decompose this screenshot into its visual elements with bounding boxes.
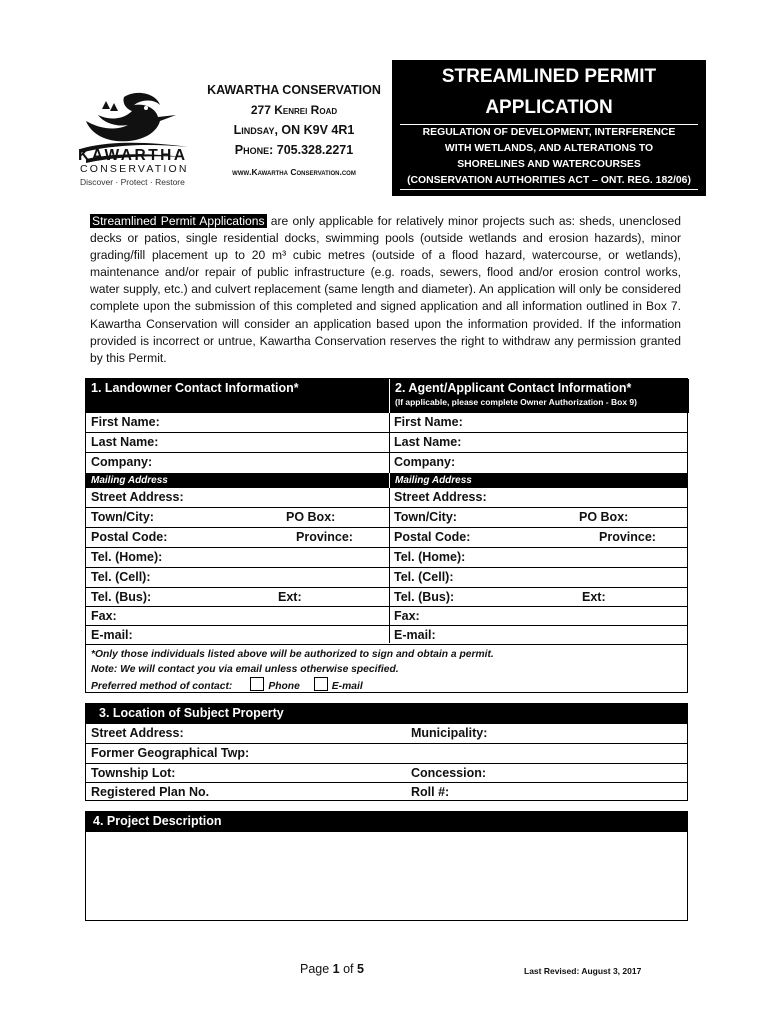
s2-postal-field[interactable]: Postal Code: [394,530,471,544]
s1-pobox-field[interactable]: PO Box: [286,510,336,524]
s1-ext-field[interactable]: Ext: [278,590,302,604]
section4-header [86,812,687,832]
org-phone: Phone: 705.328.2271 [234,143,354,157]
note-authorized: *Only those individuals listed above will be authorized to sign and obtain a permit. [91,649,494,660]
section3-title: 3. Location of Subject Property [99,706,284,720]
contact-info-table [85,378,688,693]
s1-company-field[interactable]: Company: [91,455,153,469]
s2-tel-home-field[interactable]: Tel. (Home): [394,550,466,564]
row-property-street [86,724,687,744]
row-tel-home [86,548,687,568]
org-street: 277 Kenrei Road [250,103,338,117]
s2-fax-field[interactable]: Fax: [394,609,420,623]
phone-checkbox[interactable] [250,677,264,691]
form-subtitle-line1: REGULATION OF DEVELOPMENT, INTERFERENCE [422,127,676,138]
section2-header [389,379,689,413]
s2-company-field[interactable]: Company: [394,455,456,469]
row-mailing-address [86,473,687,488]
location-table [85,703,688,801]
s1-street-field[interactable]: Street Address: [91,490,184,504]
form-title-line2: APPLICATION [485,97,613,118]
s2-pobox-field[interactable]: PO Box: [579,510,629,524]
row-tel-bus [86,588,687,607]
s1-town-field[interactable]: Town/City: [91,510,154,524]
logo-wordmark-sub: CONSERVATION [80,163,189,175]
s2-first-name-field[interactable]: First Name: [394,415,463,429]
note-contact: Note: We will contact you via email unless otherwise specified. [91,664,399,675]
s2-ext-field[interactable]: Ext: [582,590,606,604]
row-street [86,488,687,508]
township-lot-field[interactable]: Township Lot: [91,766,176,780]
s2-town-field[interactable]: Town/City: [394,510,457,524]
s2-street-field[interactable]: Street Address: [394,490,487,504]
section4-title: 4. Project Description [93,814,222,828]
project-description-box [85,811,688,921]
s2-tel-cell-field[interactable]: Tel. (Cell): [394,570,454,584]
form-title-box [392,60,706,196]
section2-subtitle: (If applicable, please complete Owner Authorization - Box 9) [395,397,637,407]
row-postal [86,528,687,548]
row-fax [86,607,687,626]
section2-title: 2. Agent/Applicant Contact Information* [395,381,632,395]
page-current: 1 [332,962,340,976]
form-title-line1: STREAMLINED PERMIT [441,66,657,87]
roll-field[interactable]: Roll #: [411,785,450,799]
registered-plan-field[interactable]: Registered Plan No. [91,785,210,799]
form-subtitle [392,124,706,190]
page-total: 5 [357,962,364,976]
s1-fax-field[interactable]: Fax: [91,609,117,623]
s1-postal-field[interactable]: Postal Code: [91,530,168,544]
former-twp-field[interactable]: Former Geographical Twp: [91,746,250,760]
project-description-input[interactable] [86,832,687,920]
form-subtitle-line3: SHORELINES AND WATERCOURSES [457,159,641,170]
row-registered-plan [86,783,687,801]
org-city: Lindsay, ON K9V 4R1 [233,123,355,137]
row-company [86,453,687,473]
logo-tagline: Discover · Protect · Restore [80,177,185,187]
s2-tel-bus-field[interactable]: Tel. (Bus): [394,590,455,604]
row-former-twp [86,744,687,764]
s1-tel-home-field[interactable]: Tel. (Home): [91,550,163,564]
email-option-label: E-mail [331,681,363,692]
s1-tel-bus-field[interactable]: Tel. (Bus): [91,590,152,604]
s1-email-field[interactable]: E-mail: [91,628,133,642]
org-name: KAWARTHA CONSERVATION [207,83,381,97]
s1-first-name-field[interactable]: First Name: [91,415,160,429]
phone-option-label: Phone [268,681,300,692]
authorization-notes [86,645,691,694]
intro-paragraph [90,213,681,367]
s2-mailing-label: Mailing Address [389,473,688,488]
kawartha-loon-logo [76,68,196,194]
last-revised: Last Revised: August 3, 2017 [524,966,642,976]
municipality-field[interactable]: Municipality: [411,726,488,740]
s1-province-field[interactable]: Province: [296,530,353,544]
form-subtitle-line2: WITH WETLANDS, AND ALTERATIONS TO [444,143,654,154]
email-checkbox[interactable] [314,677,328,691]
s1-tel-cell-field[interactable]: Tel. (Cell): [91,570,151,584]
s2-email-field[interactable]: E-mail: [394,628,436,642]
row-last-name [86,433,687,453]
form-subtitle-line4: (CONSERVATION AUTHORITIES ACT – ONT. REG. 182/06) [407,175,691,186]
row-tel-cell [86,568,687,588]
section1-header [86,379,389,413]
preferred-contact-row [91,677,691,694]
row-town [86,508,687,528]
concession-field[interactable]: Concession: [411,766,487,780]
row-township-lot [86,764,687,783]
property-street-field[interactable]: Street Address: [91,726,184,740]
page-number [300,962,364,976]
row-email [86,626,687,645]
row-first-name [86,413,687,433]
s2-last-name-field[interactable]: Last Name: [394,435,462,449]
page-of: of [339,962,357,976]
section1-title: 1. Landowner Contact Information* [91,381,299,395]
logo-wordmark: KAWARTHA [78,147,188,164]
s1-last-name-field[interactable]: Last Name: [91,435,159,449]
organization-address-block [196,80,392,182]
intro-body: are only applicable for relatively minor projects such as: sheds, unenclosed decks or patios, single residential docks, swimming pools (outside wetlands and erosion hazards), minor grading/fill placement up to 20 m³ cubic metres (outside of a flood hazard, watercourse, or wetlands), maintenance and/or repair of public infrastructure (e.g. roads, sewers, flood and/or erosion control works, water supply, etc.) and culvert replacement (same length and diameter). An application will only be considered complete upon the submission of this completed and signed application and all information outlined in Box 7. Kawartha Conservation will consider an application based upon the information provided. If the information provided is incorrect or untrue, Kawartha Conservation reserves the right to withdraw any permission granted by this Permit. [90,214,681,365]
s2-province-field[interactable]: Province: [599,530,656,544]
org-website: www.Kawartha Conservation.com [232,167,356,177]
preferred-contact-label: Preferred method of contact: [91,681,233,692]
page-prefix: Page [300,962,333,976]
s1-mailing-label: Mailing Address [91,475,168,486]
intro-highlight: Streamlined Permit Applications [92,214,265,228]
section3-header [86,704,687,724]
